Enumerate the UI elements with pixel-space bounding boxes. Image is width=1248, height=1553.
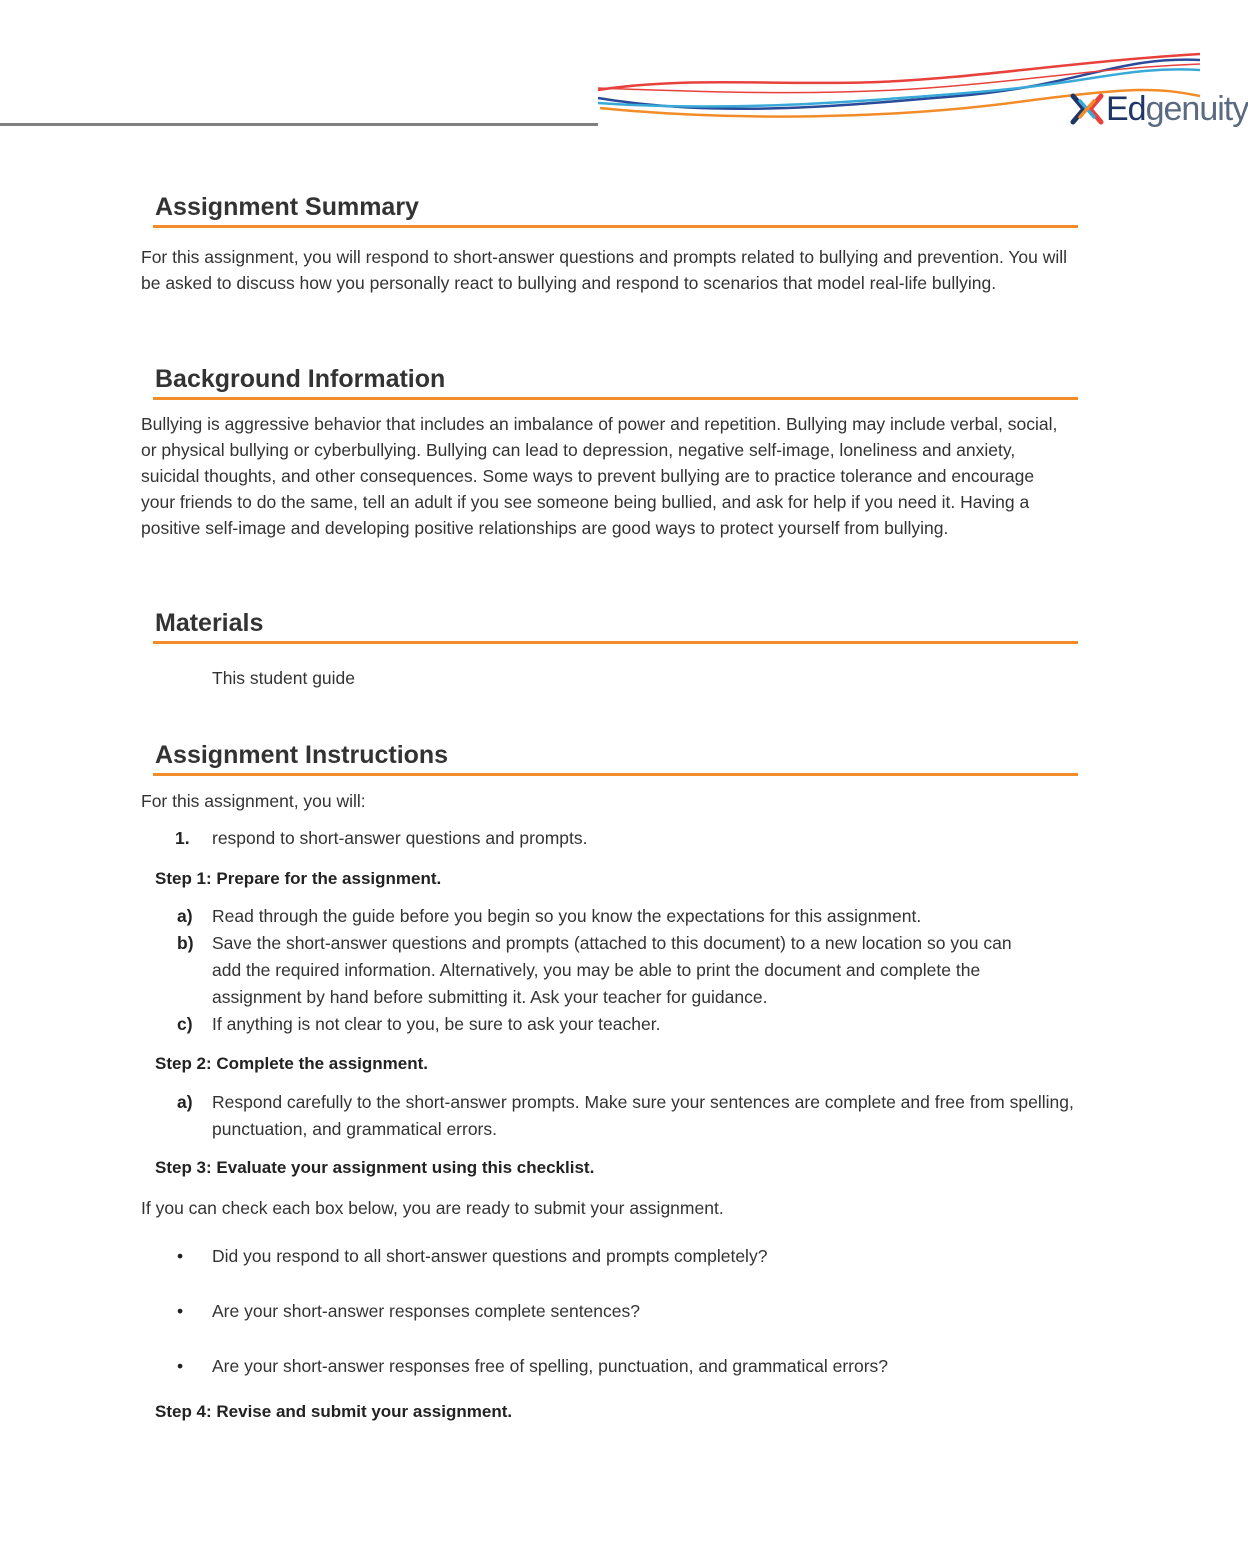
background-information-heading: Background Information xyxy=(153,364,1078,400)
logo-wordmark-prefix: Ed xyxy=(1106,90,1146,128)
checklist-item-text: Are your short-answer responses free of spelling, punctuation, and grammatical errors? xyxy=(212,1356,889,1376)
checklist-item xyxy=(155,1353,1075,1380)
step-2-list xyxy=(155,1089,1075,1143)
list-item-text: respond to short-answer questions and prompts. xyxy=(212,828,588,848)
list-marker: b) xyxy=(177,933,194,953)
checklist-item-text: Did you respond to all short-answer questions and prompts completely? xyxy=(212,1246,768,1266)
step-3-title: Step 3: Evaluate your assignment using this checklist. xyxy=(155,1158,595,1177)
assignment-summary-heading: Assignment Summary xyxy=(153,192,1078,228)
bullet-icon: • xyxy=(177,1356,184,1376)
step-2-title: Step 2: Complete the assignment. xyxy=(155,1054,428,1073)
materials-item: This student guide xyxy=(212,668,356,688)
bullet-icon: • xyxy=(177,1246,184,1266)
materials-heading: Materials xyxy=(153,608,1078,644)
step-1-list xyxy=(155,903,1075,1038)
list-item-text: If anything is not clear to you, be sure to ask your teacher. xyxy=(212,1014,661,1034)
checklist xyxy=(155,1243,1075,1380)
checklist-item xyxy=(155,1298,1075,1325)
list-item-text: Save the short-answer questions and prompts (attached to this document) to a new location so you can add the required information. Alternatively, you may be able to print the document and complete the assignment by hand before submitting it. Ask your teacher for guidance. xyxy=(212,933,1012,1007)
list-item xyxy=(155,930,1075,1011)
instructions-numbered-list xyxy=(155,825,1075,852)
instructions-intro: For this assignment, you will: xyxy=(141,791,366,811)
checklist-item-text: Are your short-answer responses complete sentences? xyxy=(212,1301,640,1321)
list-marker: 1. xyxy=(175,828,190,848)
list-item xyxy=(155,825,1075,852)
wave-red xyxy=(598,54,1200,90)
list-item-text: Read through the guide before you begin so you know the expectations for this assignment. xyxy=(212,906,922,926)
checklist-item xyxy=(155,1243,1075,1270)
list-marker: a) xyxy=(177,1092,193,1112)
list-item xyxy=(155,1011,1075,1038)
list-item xyxy=(155,903,1075,930)
list-item-text: Respond carefully to the short-answer prompts. Make sure your sentences are complete and free from spelling, punctuation, and grammatical errors. xyxy=(212,1092,1074,1139)
logo-wordmark-suffix: genuity xyxy=(1145,90,1248,128)
step-3-intro: If you can check each box below, you are ready to submit your assignment. xyxy=(141,1198,724,1218)
edgenuity-x-icon xyxy=(1070,92,1104,126)
edgenuity-logo xyxy=(1070,92,1248,126)
step-4-title: Step 4: Revise and submit your assignment. xyxy=(155,1402,513,1421)
assignment-instructions-heading: Assignment Instructions xyxy=(153,740,1078,776)
step-1-title: Step 1: Prepare for the assignment. xyxy=(155,869,442,888)
list-marker: a) xyxy=(177,906,193,926)
logo-wordmark xyxy=(1106,92,1248,126)
list-marker: c) xyxy=(177,1014,193,1034)
background-information-text: Bullying is aggressive behavior that includes an imbalance of power and repetition. Bullying may include verbal, social, or physical bullying or cyberbullying. Bullying can lead to depression, negative self-image, loneliness and anxiety, suicidal thoughts, and other consequences. Some ways to prevent bullying are to practice tolerance and encourage your friends to do the same, tell an adult if you see someone being bullied, and ask for help if you need it. Having a positive self-image and developing positive relationships are good ways to protect yourself from bullying. xyxy=(141,414,1058,538)
list-item xyxy=(155,1089,1075,1143)
assignment-summary-text: For this assignment, you will respond to short-answer questions and prompts related to bullying and prevention. You will be asked to discuss how you personally react to bullying and respond to scenarios that model real-life bullying. xyxy=(141,247,1068,293)
bullet-icon: • xyxy=(177,1301,184,1321)
header-divider xyxy=(0,123,598,126)
